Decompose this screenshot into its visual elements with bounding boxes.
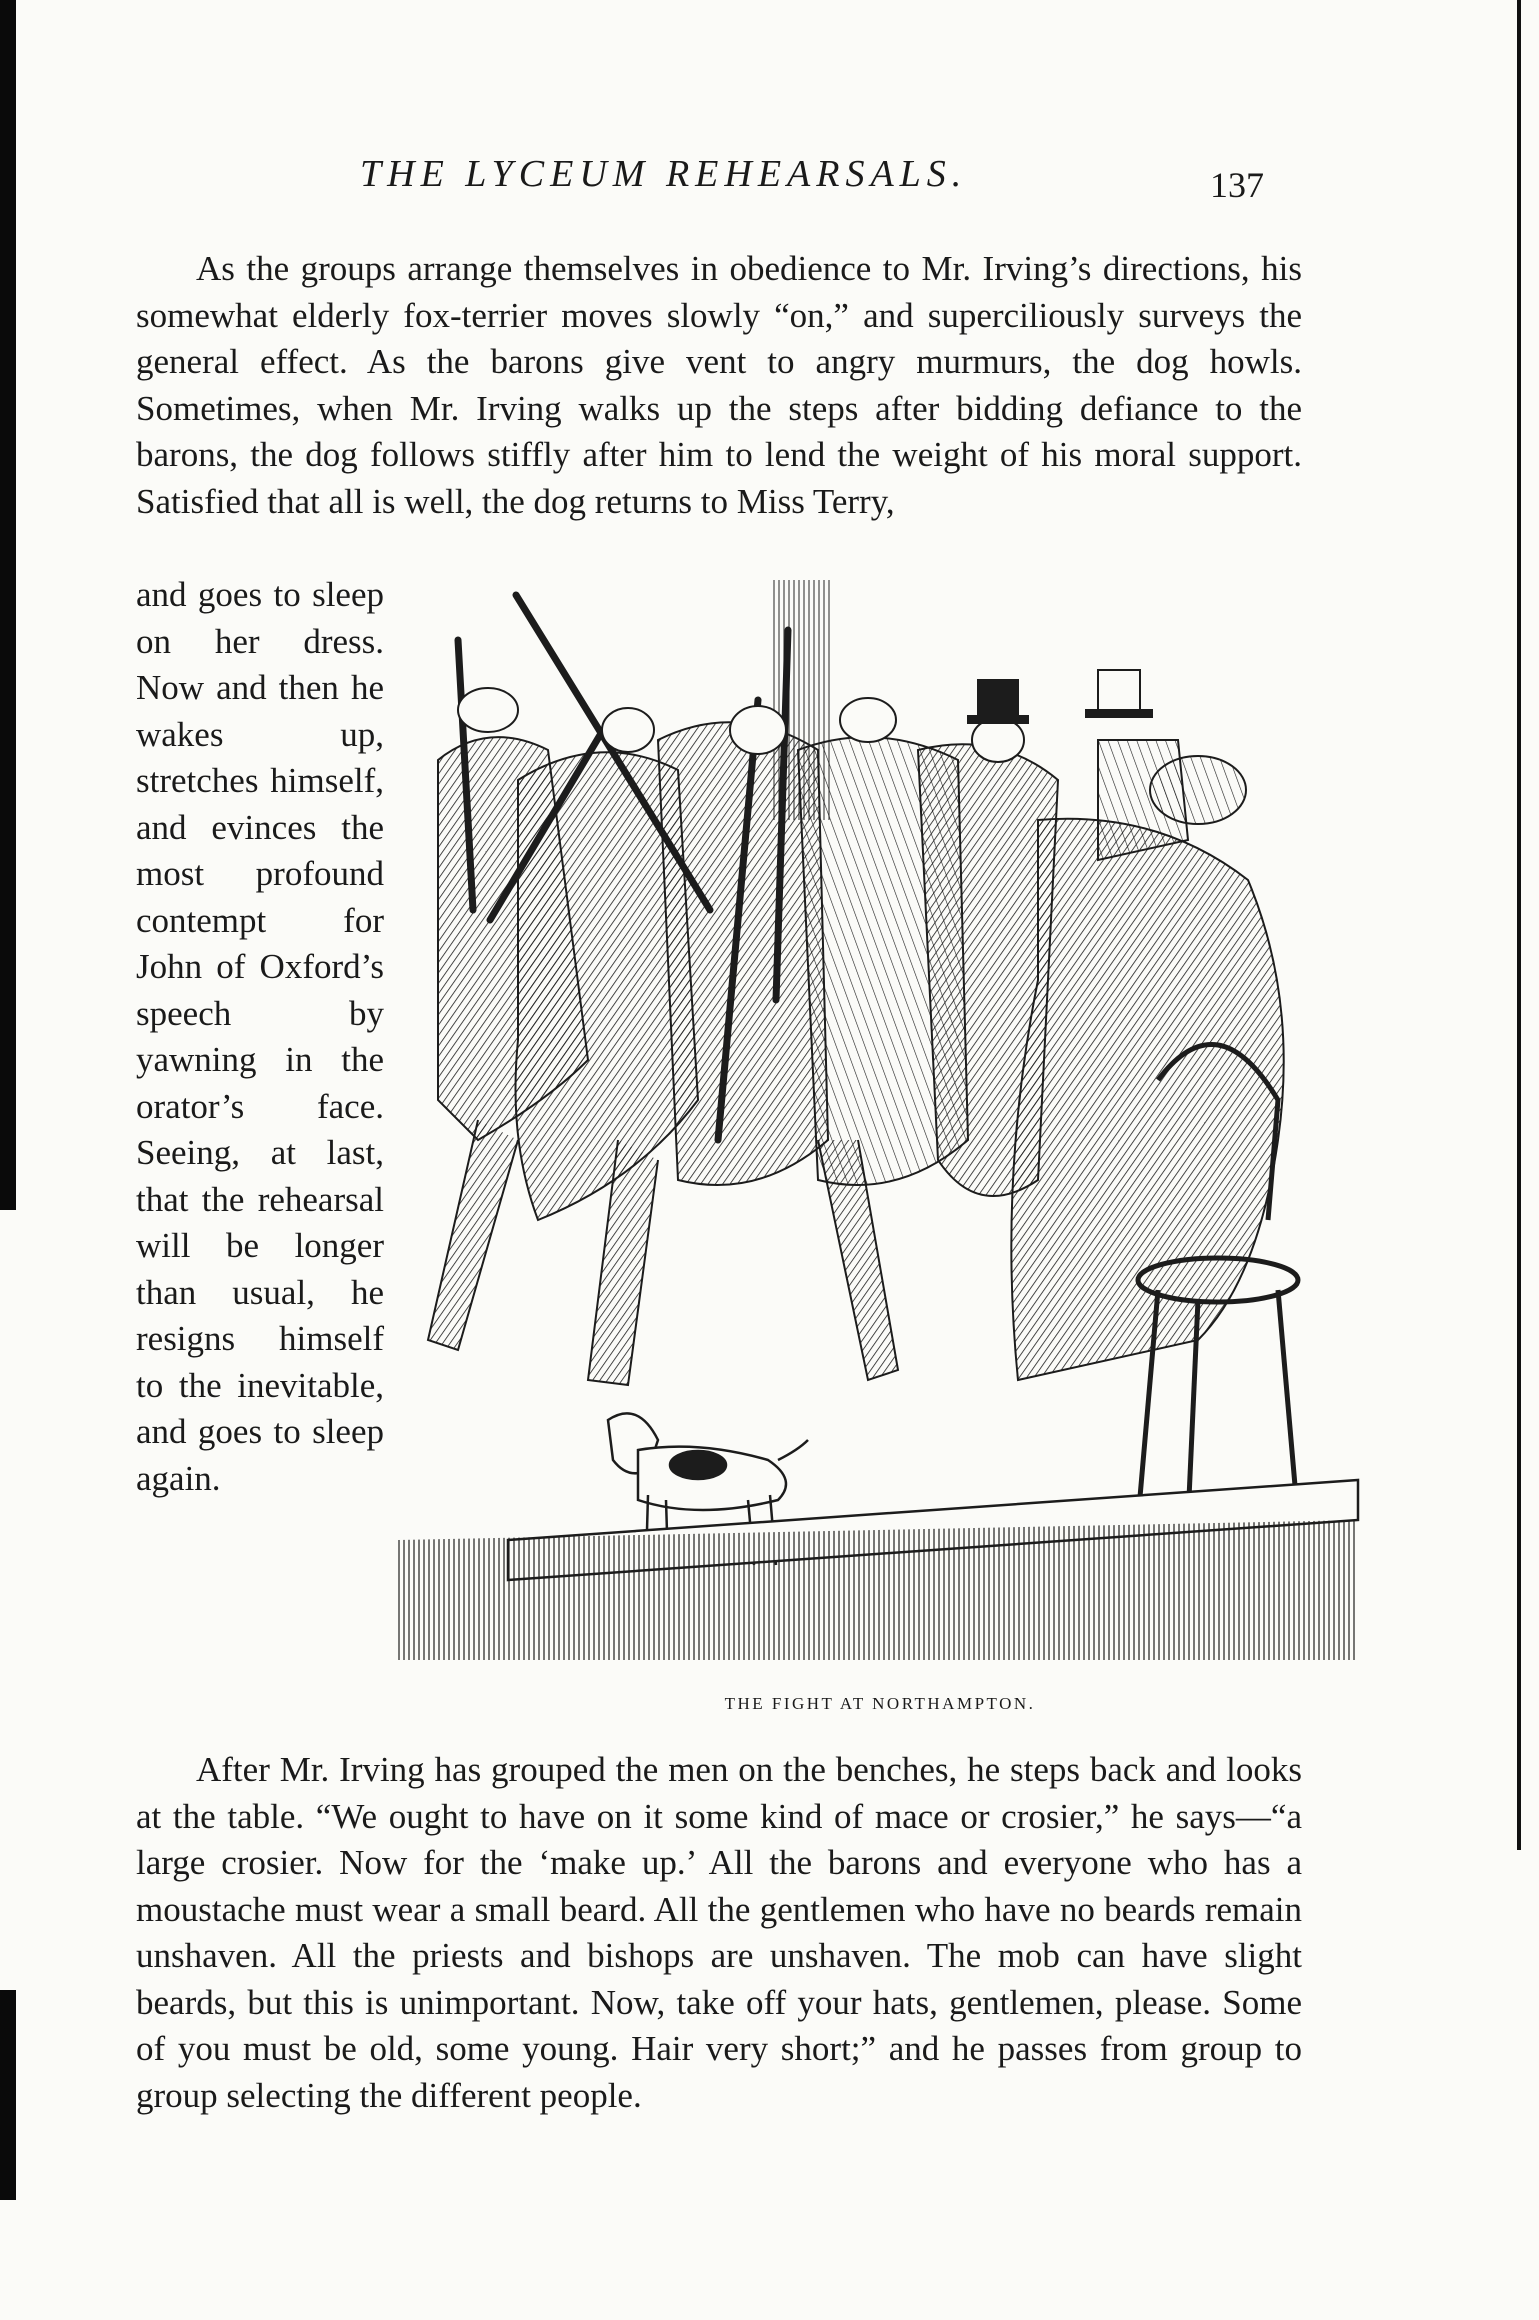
paragraph-bottom: After Mr. Irving has grouped the men on the benches, he steps back and looks at the table. “We ought to have on it some kind of mace or crosier,” he says—“a large crosier. Now for the ‘make up.’ All the barons and everyone who has a moustache must wear a small beard. All the gentlemen who have no beards remain unshaven. All the priests and bishops are unshaven. The mob can have slight beards, but this is unimportant. Now, take off your hats, gentlemen, please. Some of you must be old, some young. Hair very short;” and he passes from group to group selecting the different people. <box>136 1750 1302 2115</box>
illustration-fight-at-northampton <box>398 580 1362 1690</box>
running-title: THE LYCEUM REHEARSALS. <box>360 153 968 195</box>
scan-edge-right <box>1517 0 1521 1850</box>
stage-platform <box>398 1480 1358 1660</box>
page-number: 137 <box>1210 165 1264 205</box>
page-header <box>0 152 1539 212</box>
paragraph-wrap-column: and goes to sleep on her dress. Now and then he wakes up, stretches himself, and evinces the most profound contempt for John of Oxford’s speech by yawning in the orator’s face. Seeing, at last, that the rehearsal will be longer than usual, he resigns himself to the inevitable, and goes to sleep again. <box>136 575 384 1498</box>
illustration-caption: THE FIGHT AT NORTHAMPTON. <box>724 1694 1036 1713</box>
scan-edge-bottom <box>0 1990 16 2200</box>
paragraph-top: As the groups arrange themselves in obedience to Mr. Irving’s directions, his somewhat elderly fox-terrier moves slowly “on,” and superciliously surveys the general effect. As the barons give vent to angry murmurs, the dog howls. Sometimes, when Mr. Irving walks up the steps after bidding defiance to the barons, the dog follows stiffly after him to lend the weight of his moral support. Satisfied that all is well, the dog returns to Miss Terry, <box>136 249 1302 521</box>
